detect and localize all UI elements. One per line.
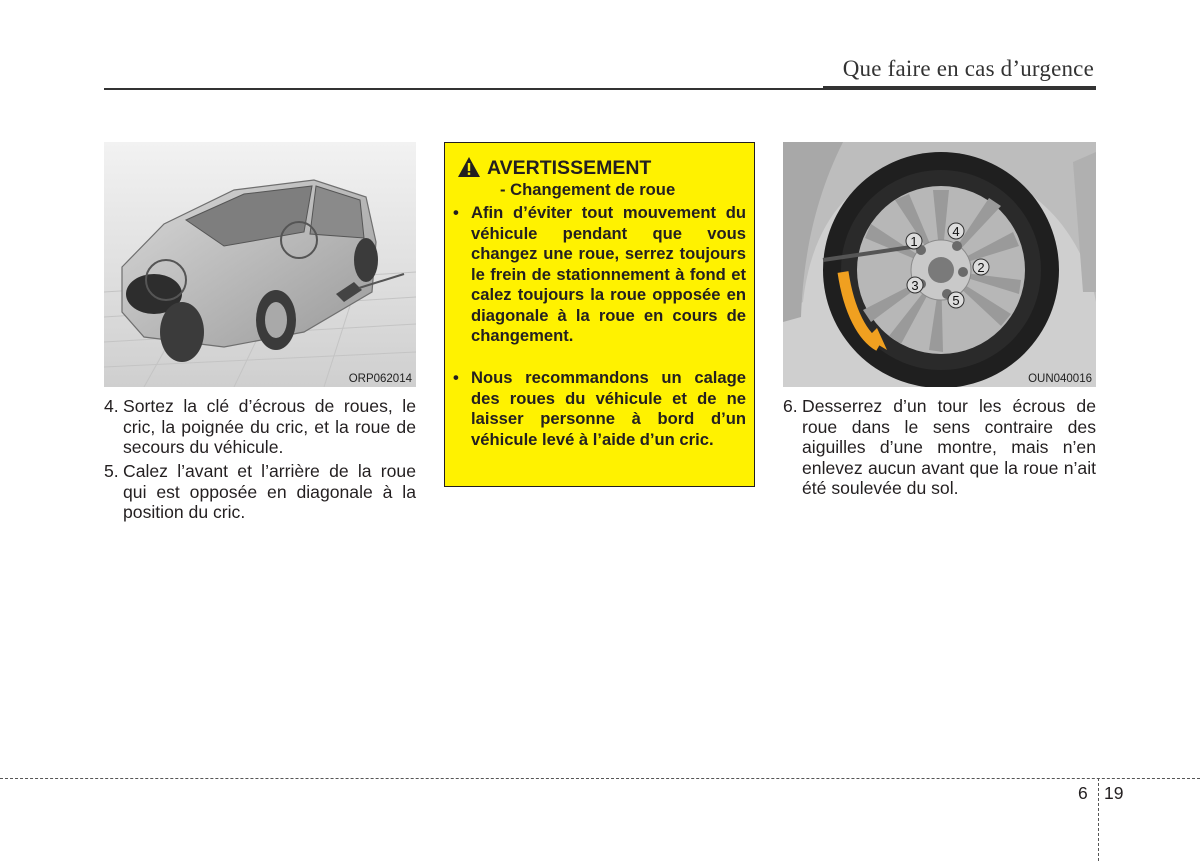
warning-triangle-icon — [457, 156, 481, 178]
nut-label-5: 5 — [952, 293, 960, 308]
nut-label-2: 2 — [977, 260, 985, 275]
figure-code-left: ORP062014 — [348, 373, 412, 385]
step-item — [104, 461, 416, 523]
warning-item — [453, 203, 746, 347]
figure-code-right: OUN040016 — [1028, 373, 1092, 385]
step-number: 5. — [104, 461, 119, 481]
step-number: 4. — [104, 396, 119, 416]
footer-divider — [0, 778, 1200, 779]
step-item — [783, 396, 1096, 499]
step-text: Calez l’avant et l’arrière de la roue qui est opposée en diagonale à la position du cric. — [123, 461, 416, 523]
page-number: 19 — [1104, 783, 1124, 803]
nut-label-1: 1 — [910, 234, 918, 249]
bullet: • — [453, 203, 459, 222]
warning-subtitle: - Changement de roue — [500, 180, 676, 199]
warning-title: AVERTISSEMENT — [487, 157, 652, 179]
step-text: Desserrez d’un tour les écrous de roue dans le sens contraire des aiguilles d’une montre, mais n’en enlevez aucun avant que la roue n’ait été soulevée du sol. — [802, 396, 1096, 499]
warning-item-text: Afin d’éviter tout mouvement du véhicule pendant que vous changez une roue, serrez toujours le frein de stationnement à fond et calez toujours la roue opposée en diagonale à la roue en cours de changement. — [471, 203, 746, 345]
chapter-number: 6 — [1078, 783, 1088, 803]
step-item — [104, 396, 416, 458]
bullet: • — [453, 368, 459, 387]
step-number: 6. — [783, 396, 798, 416]
header-rule-accent — [823, 86, 1096, 90]
car-on-jack-illustration — [104, 142, 416, 387]
step-text: Sortez la clé d’écrous de roues, le cric, la poignée du cric, et la roue de secours du véhicule. — [123, 396, 416, 458]
warning-item-text: Nous recommandons un calage des roues du véhicule et de ne laisser personne à bord d’un véhicule levé à l’aide d’un cric. — [471, 368, 746, 449]
wheel-lug-nuts-illustration — [783, 142, 1096, 387]
warning-item — [453, 368, 746, 450]
page-header-title: Que faire en cas d’urgence — [842, 56, 1094, 81]
warning-box — [444, 142, 755, 487]
footer-vertical-divider — [1098, 778, 1099, 861]
nut-label-4: 4 — [952, 224, 960, 239]
nut-label-3: 3 — [911, 278, 919, 293]
